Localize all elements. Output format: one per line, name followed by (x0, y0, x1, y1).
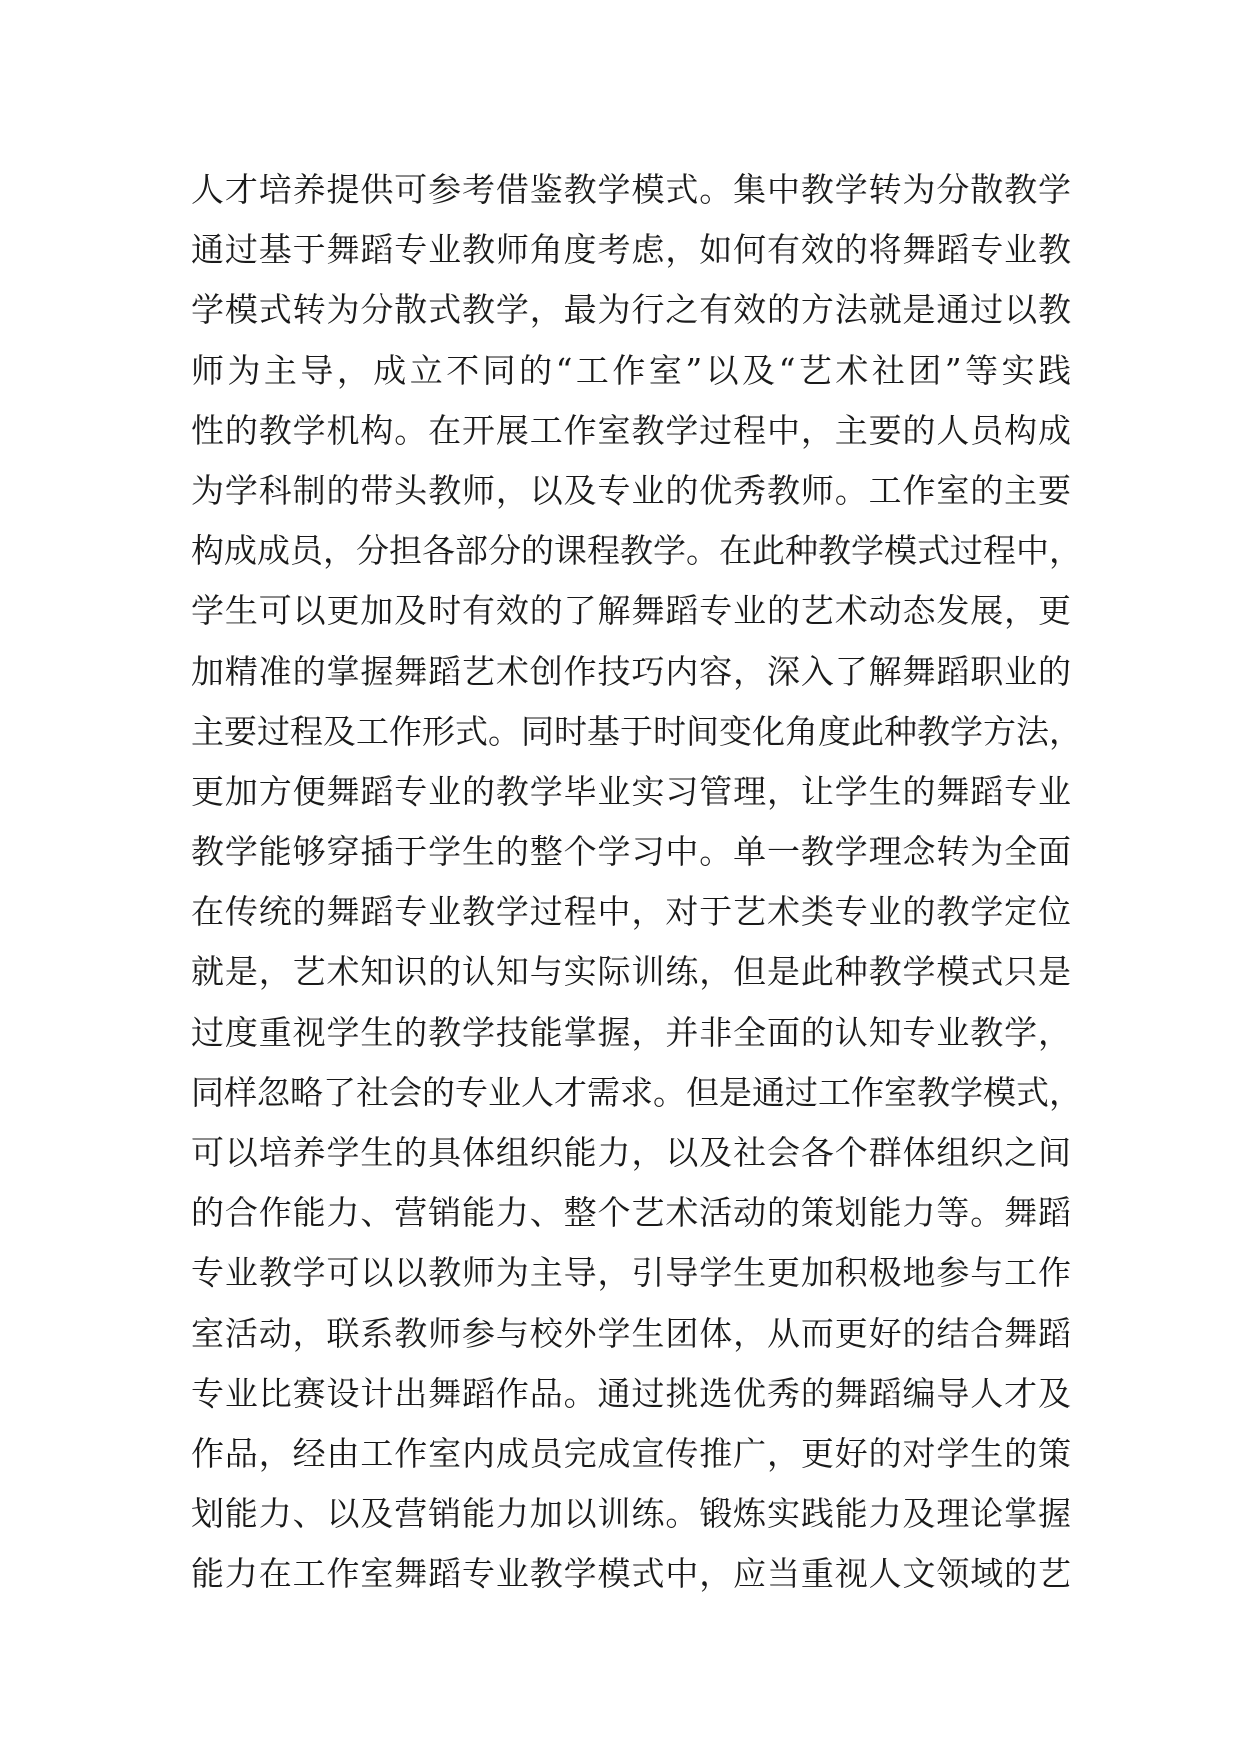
text-line: 为学科制的带头教师，以及专业的优秀教师。工作室的主要 (191, 470, 1071, 510)
text-line: 能力在工作室舞蹈专业教学模式中，应当重视人文领域的艺 (191, 1554, 1071, 1594)
text-line: 教学能够穿插于学生的整个学习中。单一教学理念转为全面 (191, 832, 1071, 872)
text-line: 作品，经由工作室内成员完成宣传推广，更好的对学生的策 (191, 1433, 1071, 1473)
text-line: 过度重视学生的教学技能掌握，并非全面的认知专业教学， (191, 1012, 1071, 1052)
text-line: 加精准的掌握舞蹈艺术创作技巧内容，深入了解舞蹈职业的 (191, 651, 1071, 691)
text-line: 的合作能力、营销能力、整个艺术活动的策划能力等。舞蹈 (191, 1193, 1071, 1233)
text-line: 室活动，联系教师参与校外学生团体，从而更好的结合舞蹈 (191, 1313, 1071, 1353)
text-line: 主要过程及工作形式。同时基于时间变化角度此种教学方法， (191, 711, 1082, 751)
text-line: 在传统的舞蹈专业教学过程中，对于艺术类专业的教学定位 (191, 892, 1071, 932)
text-line: 学生可以更加及时有效的了解舞蹈专业的艺术动态发展，更 (191, 591, 1071, 631)
text-line: 专业教学可以以教师为主导，引导学生更加积极地参与工作 (191, 1253, 1071, 1293)
text-line: 更加方便舞蹈专业的教学毕业实习管理，让学生的舞蹈专业 (191, 771, 1071, 811)
text-line: 可以培养学生的具体组织能力，以及社会各个群体组织之间 (191, 1133, 1071, 1172)
text-line: 师为主导，成立不同的“工作室”以及“艺术社团”等实践 (191, 350, 1071, 390)
text-line: 性的教学机构。在开展工作室教学过程中，主要的人员构成 (191, 410, 1071, 450)
body-text (191, 160, 1082, 1605)
text-line: 专业比赛设计出舞蹈作品。通过挑选优秀的舞蹈编导人才及 (191, 1373, 1071, 1413)
text-line: 划能力、以及营销能力加以训练。锻炼实践能力及理论掌握 (191, 1494, 1071, 1534)
text-line: 学模式转为分散式教学，最为行之有效的方法就是通过以教 (191, 290, 1071, 330)
text-line: 构成成员，分担各部分的课程教学。在此种教学模式过程中， (191, 531, 1082, 571)
text-line: 同样忽略了社会的专业人才需求。但是通过工作室教学模式， (191, 1072, 1082, 1112)
text-line: 就是，艺术知识的认知与实际训练，但是此种教学模式只是 (191, 952, 1071, 992)
text-line: 人才培养提供可参考借鉴教学模式。集中教学转为分散教学 (191, 170, 1071, 209)
text-line: 通过基于舞蹈专业教师角度考虑，如何有效的将舞蹈专业教 (191, 230, 1071, 270)
